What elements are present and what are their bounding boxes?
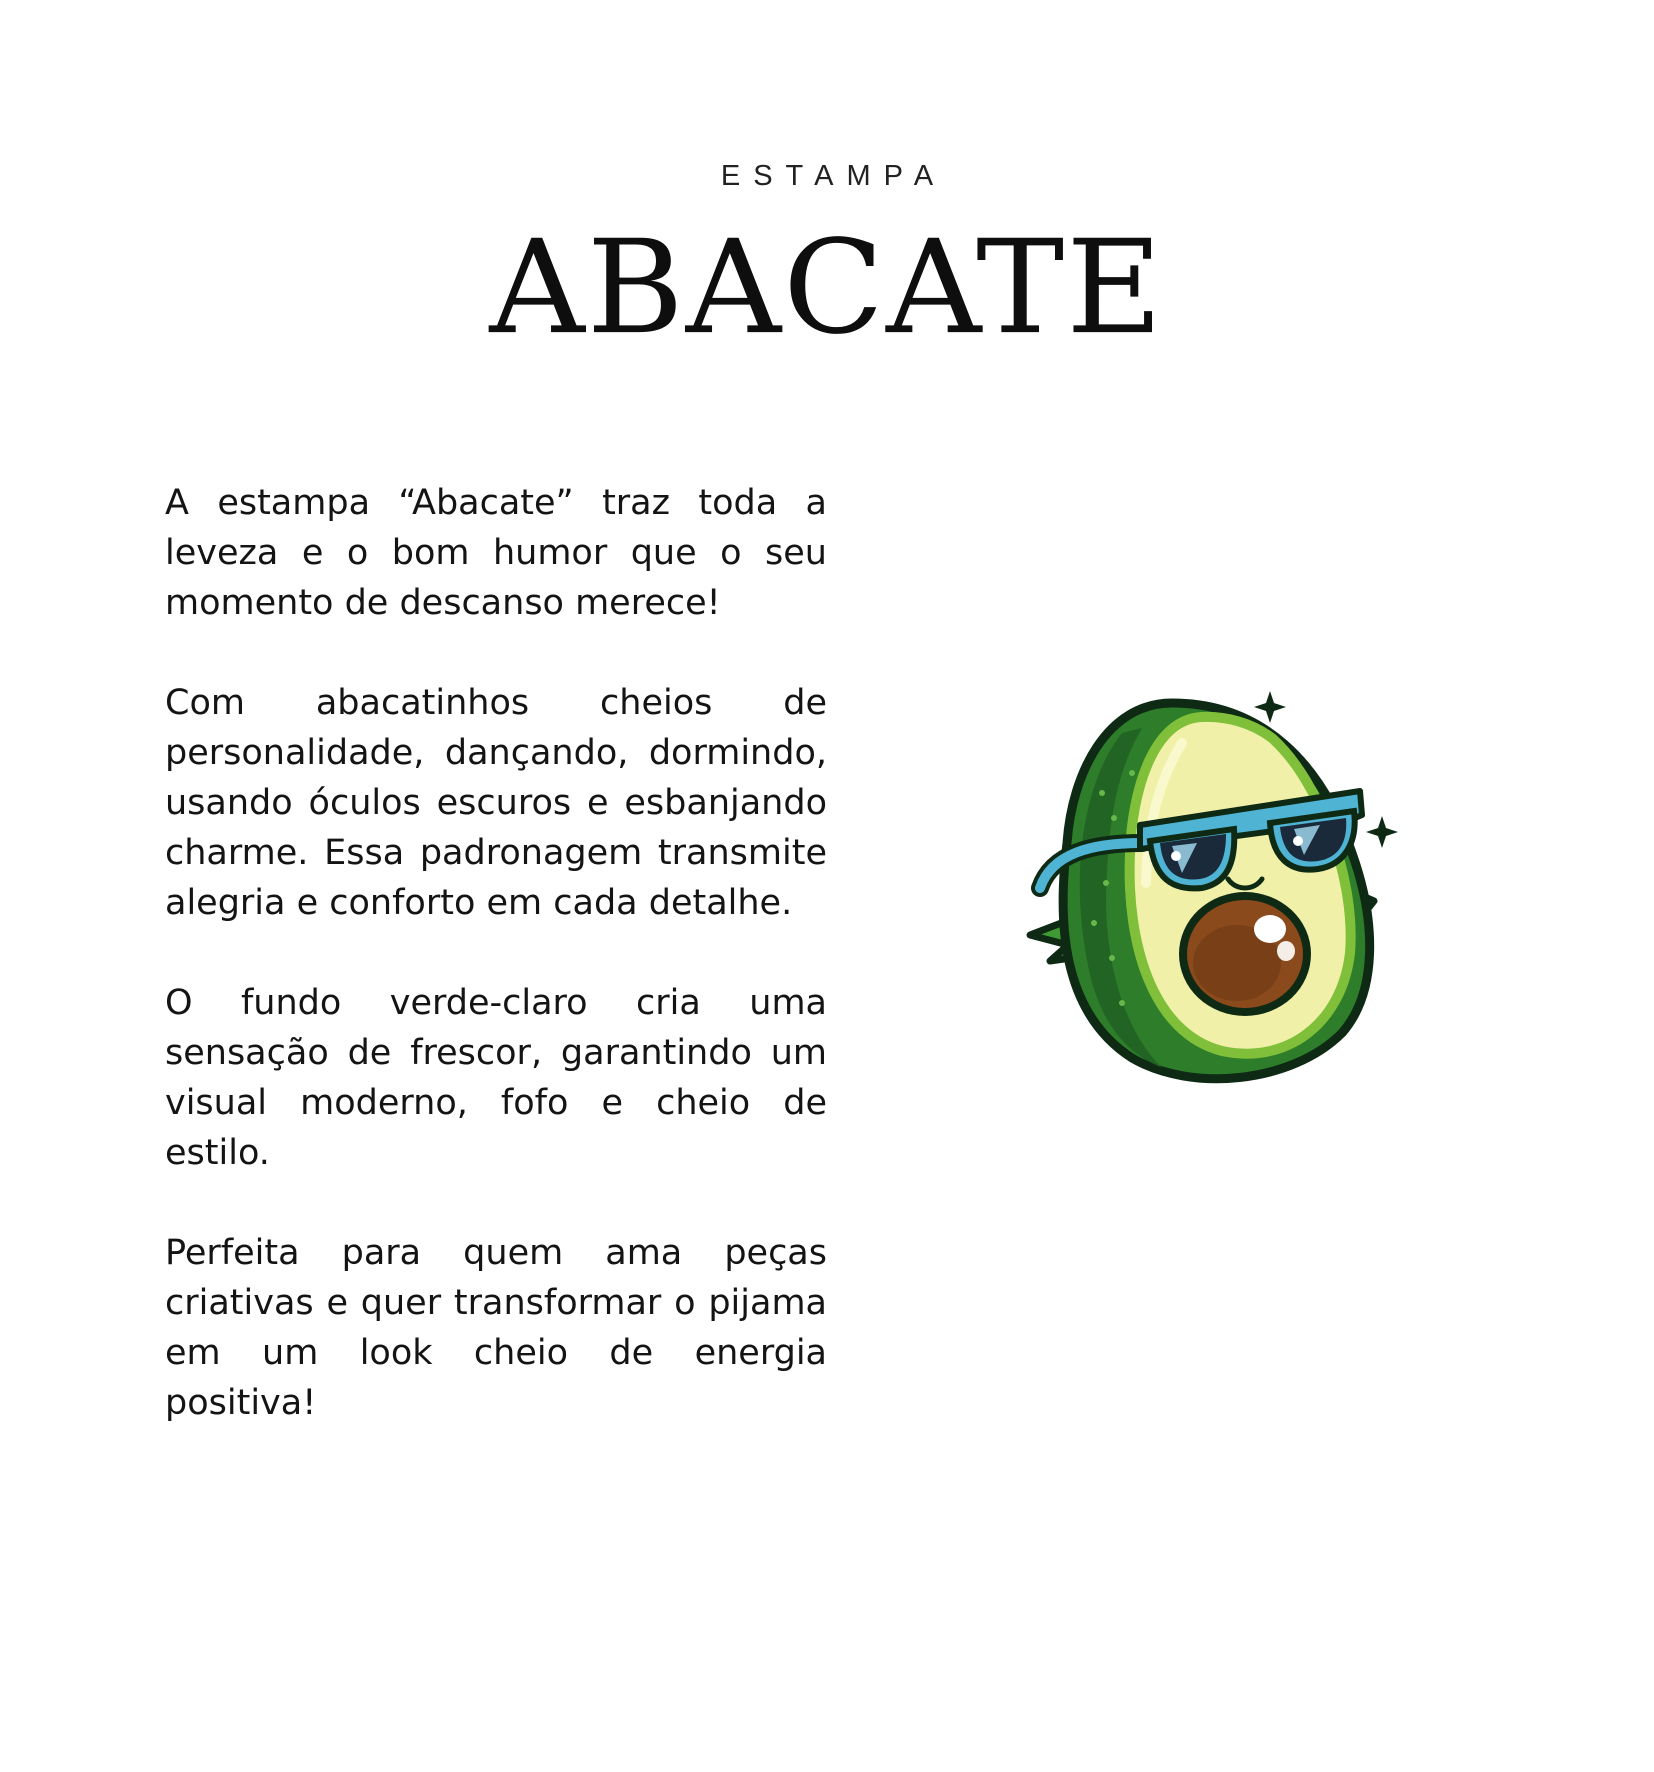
eyebrow-label: ESTAMPA bbox=[720, 160, 947, 192]
page-title: ABACATE bbox=[489, 212, 1165, 364]
paragraph-closing: Perfeita para quem ama peças criativas e quer transformar o pijama em um look cheio de energia positiva! bbox=[165, 1233, 827, 1423]
paragraph-intro: A estampa “Abacate” traz toda a leveza e o bom humor que o seu momento de descanso merece! bbox=[165, 483, 827, 623]
sparkle-icon bbox=[1366, 816, 1398, 848]
sparkle-icon bbox=[1254, 691, 1286, 723]
description bbox=[165, 478, 827, 1478]
paragraph-characters: Com abacatinhos cheios de personalidade, dançando, dormindo, usando óculos escuros e esbanjando charme. Essa padronagem transmite alegria e conforto em cada detalhe. bbox=[165, 683, 827, 923]
avocado-with-sunglasses-icon bbox=[1022, 683, 1422, 1093]
paragraph-background: O fundo verde-claro cria uma sensação de frescor, garantindo um visual moderno, fofo e cheio de estilo. bbox=[165, 983, 827, 1173]
